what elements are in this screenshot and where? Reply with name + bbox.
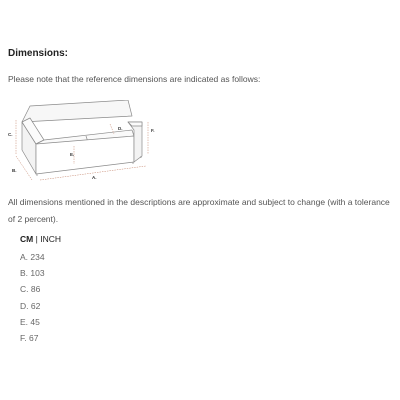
dimension-c: C. 86: [20, 284, 41, 295]
dimension-f: F. 67: [20, 332, 39, 343]
label-d: D.: [118, 126, 123, 131]
dimension-list: [20, 249, 45, 346]
dimension-e: E. 45: [20, 316, 40, 327]
tolerance-disclaimer: All dimensions mentioned in the descriptions are approximate and subject to change (with a tolerance of 2 percent).: [8, 197, 390, 224]
sofa-dimension-diagram: [6, 100, 166, 182]
unit-inch[interactable]: INCH: [40, 234, 61, 244]
label-e: E.: [70, 152, 75, 157]
label-b: B.: [12, 168, 17, 173]
dimension-b: B. 103: [20, 268, 45, 279]
sofa-back: [22, 100, 132, 122]
label-a: A.: [92, 175, 97, 180]
label-c: C.: [8, 132, 13, 137]
dimensions-heading: Dimensions:: [8, 48, 69, 59]
unit-cm[interactable]: CM: [20, 234, 34, 244]
sofa-outline: [22, 100, 142, 176]
unit-separator: |: [35, 234, 38, 244]
reference-note: Please note that the reference dimensions are indicated as follows:: [8, 74, 261, 84]
dimension-a: A. 234: [20, 252, 45, 262]
label-f: F.: [151, 128, 155, 133]
unit-toggle: [20, 234, 61, 244]
dimension-d: D. 62: [20, 300, 41, 311]
